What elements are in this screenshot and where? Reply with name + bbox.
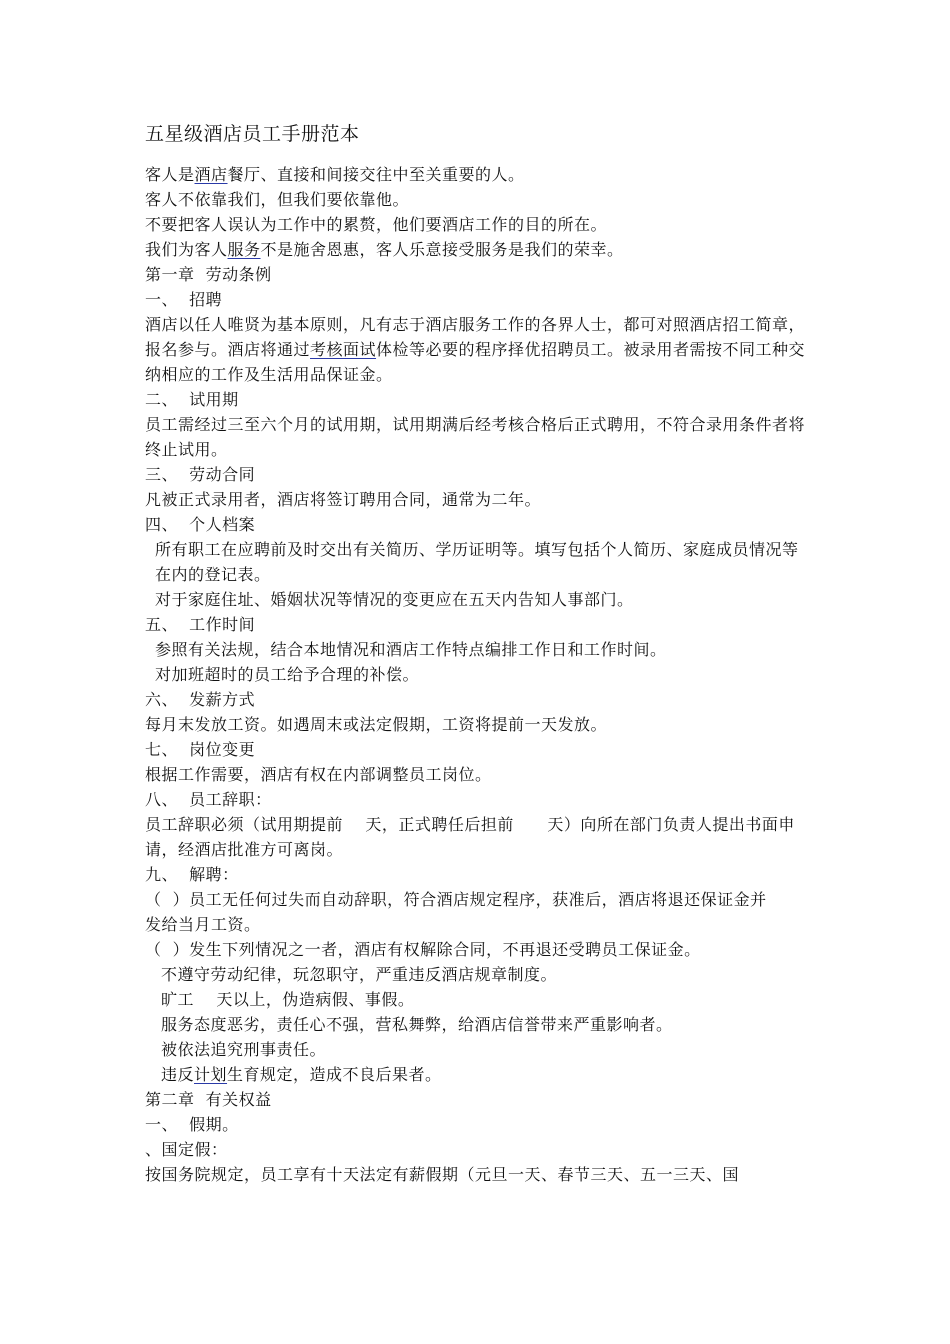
section-heading: 八、 员工辞职： bbox=[145, 790, 272, 809]
section-paragraph: 按国务院规定，员工享有十天法定有薪假期（元旦一天、春节三天、五一三天、国 bbox=[145, 1165, 740, 1184]
list-item: 不遵守劳动纪律，玩忽职守，严重违反酒店规章制度。 bbox=[161, 965, 558, 984]
chapter-1-title: 第一章 劳动条例 bbox=[145, 265, 272, 284]
intro-text: 餐厅、直接和间接交往中至关重要的人。 bbox=[227, 165, 525, 184]
intro-text: 客人是 bbox=[145, 165, 195, 184]
paragraph-text: 体检等必要的程序择优招聘员工。被录用者需按不同工种交纳相应的工作及生活用品保证金。 bbox=[145, 340, 806, 384]
list-item: 旷工 天以上，伪造病假、事假。 bbox=[161, 990, 415, 1009]
section-heading: 七、 岗位变更 bbox=[145, 740, 256, 759]
section-heading: 五、 工作时间 bbox=[145, 615, 256, 634]
section-paragraph: 员工辞职必须（试用期提前 天，正式聘任后担前 天）向所在部门负责人提出书面申请，经酒店批准方可离岗。 bbox=[145, 815, 795, 859]
section-paragraph: 凡被正式录用者，酒店将签订聘用合同，通常为二年。 bbox=[145, 490, 542, 509]
section-heading: 二、 试用期 bbox=[145, 390, 239, 409]
section-heading: 六、 发薪方式 bbox=[145, 690, 256, 709]
section-paragraph: 所有职工在应聘前及时交出有关简历、学历证明等。填写包括个人简历、家庭成员情况等在内的登记表。 bbox=[155, 540, 799, 584]
service-link[interactable]: 服务 bbox=[227, 240, 261, 259]
paragraph-text: 酒店以任人唯贤为基本原则，凡有志于酒店服务工作的各界人士，都可对照酒店招工简章，报名参与。酒店将通过 bbox=[145, 315, 806, 359]
document-page bbox=[145, 118, 810, 1187]
section-paragraph: 员工需经过三至六个月的试用期，试用期满后经考核合格后正式聘用，不符合录用条件者将终止试用。 bbox=[145, 415, 806, 459]
list-item: 被依法追究刑事责任。 bbox=[161, 1040, 327, 1059]
section-heading: 一、 假期。 bbox=[145, 1115, 239, 1134]
intro-text: 我们为客人 bbox=[145, 240, 228, 259]
intro-line-1 bbox=[145, 162, 810, 187]
section-heading: 四、 个人档案 bbox=[145, 515, 256, 534]
section-heading: 一、 招聘 bbox=[145, 290, 223, 309]
section-heading: 三、 劳动合同 bbox=[145, 465, 256, 484]
subsection-heading: 、国定假： bbox=[145, 1140, 228, 1159]
list-item bbox=[145, 1062, 810, 1087]
intro-line-4 bbox=[145, 237, 810, 262]
intro-text: 不是施舍恩惠，客人乐意接受服务是我们的荣幸。 bbox=[260, 240, 624, 259]
section-paragraph: 对于家庭住址、婚姻状况等情况的变更应在五天内告知人事部门。 bbox=[155, 590, 634, 609]
intro-line-2: 客人不依靠我们，但我们要依靠他。 bbox=[145, 190, 410, 209]
plan-link[interactable]: 计划 bbox=[194, 1065, 228, 1084]
section-heading: 九、 解聘： bbox=[145, 865, 239, 884]
section-paragraph: 根据工作需要，酒店有权在内部调整员工岗位。 bbox=[145, 765, 492, 784]
section-paragraph: （ ）发生下列情况之一者，酒店有权解除合同，不再退还受聘员工保证金。 bbox=[145, 940, 701, 959]
section-paragraph bbox=[145, 312, 810, 387]
section-paragraph: 参照有关法规，结合本地情况和酒店工作特点编排工作日和工作时间。 bbox=[155, 640, 667, 659]
section-paragraph: 发给当月工资。 bbox=[145, 915, 261, 934]
intro-line-3: 不要把客人误认为工作中的累赘，他们要酒店工作的目的所在。 bbox=[145, 215, 608, 234]
document-title: 五星级酒店员工手册范本 bbox=[145, 123, 360, 145]
list-text: 生育规定，造成不良后果者。 bbox=[227, 1065, 442, 1084]
section-paragraph: 对加班超时的员工给予合理的补偿。 bbox=[155, 665, 420, 684]
section-paragraph: （ ）员工无任何过失而自动辞职，符合酒店规定程序，获准后，酒店将退还保证金并 bbox=[145, 890, 767, 909]
list-item: 服务态度恶劣，责任心不强，营私舞弊，给酒店信誉带来严重影响者。 bbox=[161, 1015, 673, 1034]
list-text: 违反 bbox=[161, 1065, 195, 1084]
hotel-link[interactable]: 酒店 bbox=[194, 165, 228, 184]
chapter-2-title: 第二章 有关权益 bbox=[145, 1090, 272, 1109]
interview-link[interactable]: 考核面试 bbox=[310, 340, 377, 359]
section-paragraph: 每月末发放工资。如遇周末或法定假期，工资将提前一天发放。 bbox=[145, 715, 608, 734]
